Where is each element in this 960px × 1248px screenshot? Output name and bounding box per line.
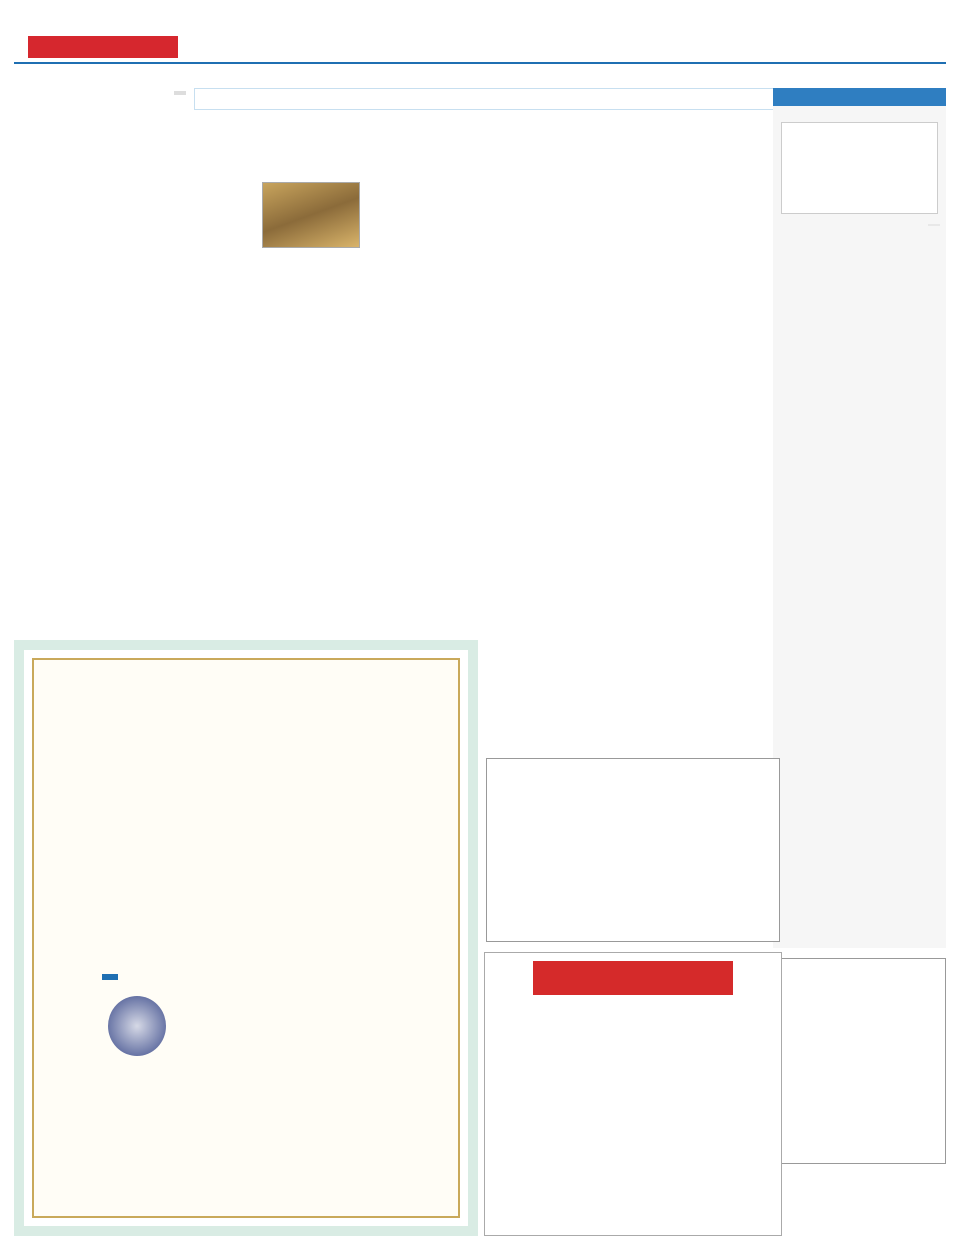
article-column-1 — [650, 190, 780, 520]
newspaper-logo[interactable] — [28, 36, 178, 58]
market-value-row — [195, 99, 779, 109]
ad-inner-frame — [32, 658, 460, 1218]
page-header — [14, 28, 946, 64]
article-column-3 — [370, 184, 502, 624]
broker-call-ad — [14, 640, 478, 1236]
rice-oil-photo — [262, 182, 360, 248]
chart-svg — [782, 123, 937, 213]
auction-ad — [486, 758, 780, 942]
press-notice-ad — [484, 952, 782, 1236]
sidebar-title — [773, 106, 946, 118]
sidebar — [773, 88, 946, 948]
vendor-url-link[interactable] — [102, 974, 118, 980]
market-header-row — [195, 89, 779, 99]
table-box-caption — [650, 512, 780, 558]
municipality-emblem-icon — [108, 996, 166, 1056]
article-column-2 — [508, 190, 642, 520]
market-rates-table — [194, 88, 780, 110]
food-inflation-chart — [781, 122, 938, 214]
gas-table-body — [486, 564, 780, 754]
left-news-column — [14, 88, 186, 616]
news-headline-2 — [773, 238, 946, 246]
middle-column-spacer — [194, 182, 258, 242]
notice-banner — [533, 961, 733, 995]
gas-consumption-table — [486, 564, 780, 754]
sidebar-tag — [773, 88, 946, 106]
left-column-tag — [174, 91, 186, 95]
news-headline-1 — [773, 230, 946, 238]
middle-column-body — [194, 240, 360, 620]
auction-body — [487, 777, 779, 789]
small-notice-ad — [773, 958, 946, 1164]
sidebar-tag-2 — [928, 224, 940, 226]
